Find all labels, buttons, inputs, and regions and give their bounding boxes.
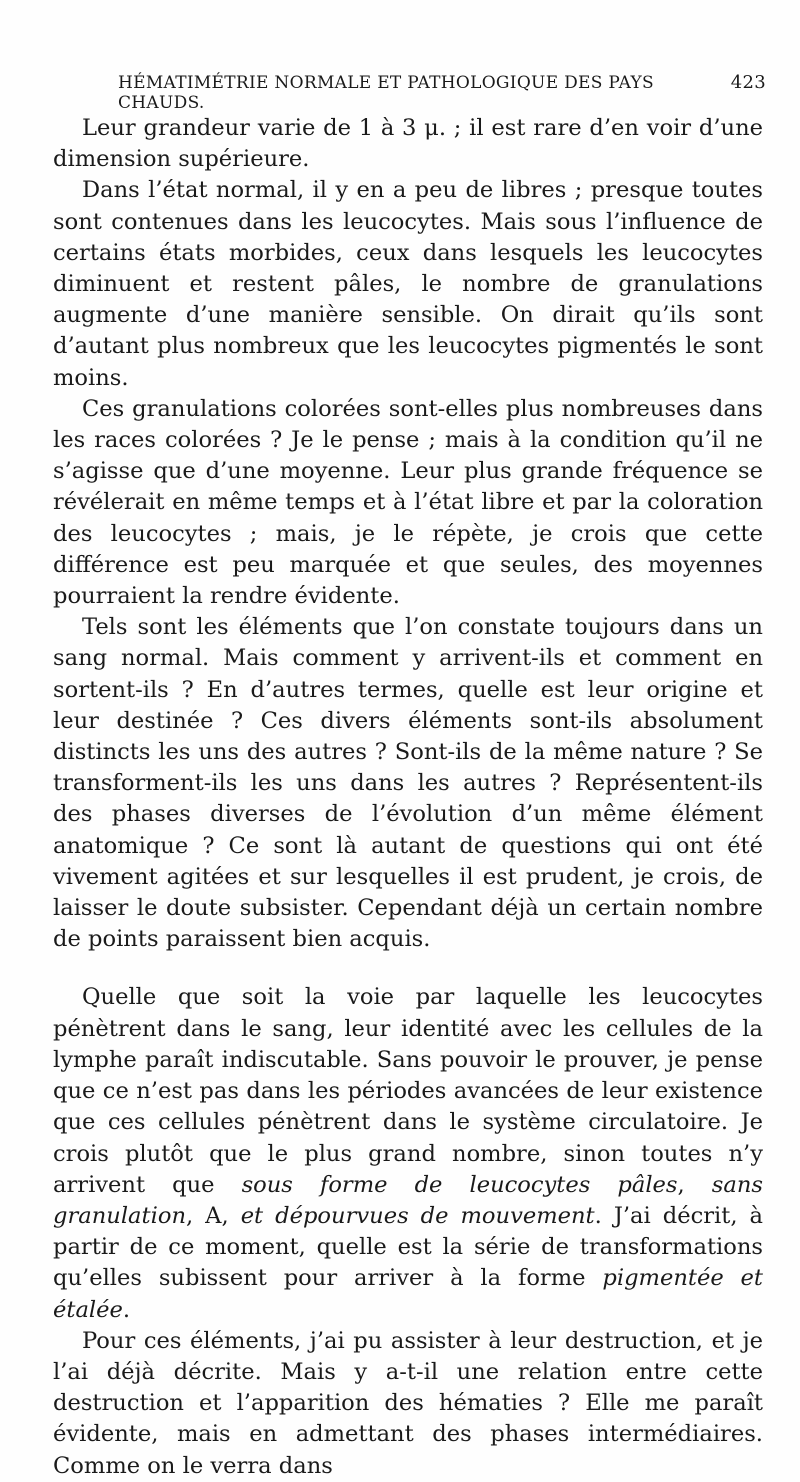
p5-text-5: . (122, 1296, 131, 1323)
paragraph-4: Tels sont les éléments que l’on constate toujours dans un sang normal. Mais comment y arrivent-ils et comment en sortent-ils ? En d’autres termes, quelle est leur origine et leur destinée ? Ces divers éléments sont-ils absolument distincts les uns des autres ? Sont-ils de la même nature ? Se transforment-ils les uns dans les autres ? Représentent-ils des phases diverses de l’évolution d’un même élément anatomique ? Ce sont là autant de questions qui ont été vivement agitées et sur lesquelles il est prudent, je crois, de laisser le doute subsister. Cependant déjà un certain nombre de points paraissent bien acquis. (53, 614, 763, 953)
running-title: HÉMATIMÉTRIE NORMALE ET PATHOLOGIQUE DES PAYS CHAUDS. (118, 73, 654, 113)
running-header (118, 72, 766, 113)
p5-italic-4: pigmentée et étalée (53, 1265, 763, 1323)
paragraph-1: Leur grandeur varie de 1 à 3 μ. ; il est rare d’en voir d’une dimension supérieure. (53, 115, 763, 173)
paragraph-3: Ces granulations colorées sont-elles plus nombreuses dans les races colorées ? Je le pense ; mais à la condition qu’il ne s’agisse que d’une moyenne. Leur plus grande fréquence se révélerait en même temps et à l’état libre et par la coloration des leucocytes ; mais, je le répète, je crois que cette différence est peu marquée et que seules, des moyennes pourraient la rendre évidente. (53, 395, 763, 610)
paragraph-5 (53, 982, 763, 1325)
p5-text-1: Quelle que soit la voie par laquelle les leucocytes pénètrent dans le sang, leur identité avec les cellules de la lymphe paraît indiscutable. Sans pouvoir le prouver, je pense que ce n’est pas dans les périodes avancées de leur existence que ces cellules pénètrent dans le système circulatoire. Je crois plutôt que le plus grand nombre, sinon toutes n’y arrivent que (53, 984, 763, 1198)
p5-italic-2: sans granulation (53, 1171, 763, 1229)
p5-text-4: . J’ai décrit, à partir de ce moment, quelle est la série de transformations qu’elles subissent pour arriver à la forme (53, 1202, 763, 1292)
page-number: 423 (730, 72, 766, 93)
body-text (53, 113, 763, 1482)
paragraph-2: Dans l’état normal, il y en a peu de libres ; presque toutes sont contenues dans les leucocytes. Mais sous l’influence de certains états morbides, ceux dans lesquels les leucocytes diminuent et restent pâles, le nombre de granulations augmente d’une manière sensible. On dirait qu’ils sont d’autant plus nombreux que les leucocytes pigmentés le sont moins. (53, 177, 763, 391)
paragraph-6: Pour ces éléments, j’ai pu assister à leur destruction, et je l’ai déjà décrite. Mais y a-t-il une relation entre cette destruction et l’apparition des hématies ? Elle me paraît évidente, mais en admettant des phases intermédiaires. Comme on le verra dans (53, 1327, 763, 1479)
p5-italic-1: sous forme de leucocytes pâles (241, 1171, 678, 1198)
p5-text-2: , (677, 1171, 712, 1198)
p5-text-3: , A, (186, 1202, 241, 1229)
p5-italic-3: et dépourvues de mouvement (240, 1202, 595, 1229)
